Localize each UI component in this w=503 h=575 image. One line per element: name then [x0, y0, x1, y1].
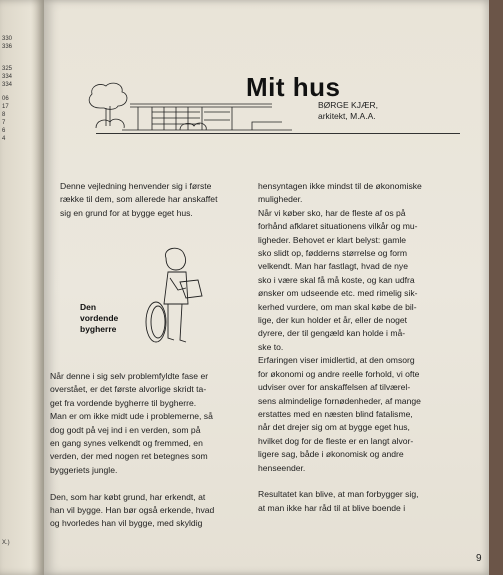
text-line: hensyntagen ikke mindst til de økonomiske [258, 181, 422, 191]
margin-number: X.) [2, 540, 10, 546]
text-line: forhånd afklaret situationens vilkår og mu- [258, 221, 418, 232]
margin-number: 7 [2, 120, 6, 126]
margin-number: 6 [2, 128, 6, 134]
left-page [0, 0, 44, 575]
text-line: Den, som har købt grund, har erkendt, at [50, 491, 206, 502]
text-line: hvilket dog for de fleste er en langt alvor- [258, 435, 414, 446]
margin-number: 17 [2, 104, 9, 110]
author-name: BØRGE KJÆR, [318, 100, 378, 110]
text-line: sig en grund for at bygge eget hus. [60, 207, 193, 218]
text-line: Man er om ikke midt ude i problemerne, så [50, 411, 213, 422]
margin-number: 4 [2, 136, 6, 142]
text-line: sens almindelige fornødenheder, af mange [258, 395, 421, 406]
text-line: ske to. [258, 341, 284, 352]
text-line: henseender. [258, 462, 306, 473]
text-line: Erfaringen viser imidlertid, at den omsorg [258, 355, 415, 366]
text-line: for økonomi og andre reelle forhold, vi ofte [258, 368, 420, 379]
book-edge [489, 0, 503, 575]
text-line: kerhed vurdere, om man skal købe de bil- [258, 301, 417, 312]
margin-number: 330 [2, 36, 13, 42]
margin-number: 336 [2, 44, 13, 50]
text-line: velkendt. Man har fastlagt, hvad de nye [258, 261, 409, 272]
margin-number: 334 [2, 74, 13, 80]
text-line: og hvorledes han vil bygge, med skyldig [50, 518, 203, 529]
article-title: Mit hus [246, 72, 341, 102]
text-line: sko slidt op, fødderns størrelse og form [258, 248, 408, 259]
text-line: Når denne i sig selv problemfyldte fase er [50, 371, 209, 381]
text-line: dyrere, der til gengæld kan holde i må- [258, 328, 406, 339]
text-line: get fra vordende bygherre til bygherre. [50, 397, 197, 408]
text-line: erstattes med en næsten blind fatalisme, [258, 408, 413, 419]
page-number: 9 [476, 553, 482, 564]
text-line: når det drejer sig om at bygge eget hus, [258, 422, 410, 433]
text-line: en gang synes velkendt og fremmed, en [50, 438, 203, 449]
caption-line: bygherre [80, 324, 117, 334]
text-line: at man ikke har råd til at blive boende i [258, 502, 406, 513]
column-left-top [60, 180, 217, 220]
text-line: overstået, er det første alvorlige skridt ta- [50, 384, 207, 395]
text-line: ligheder. Behovet er klart belyst: gamle [258, 234, 407, 245]
text-line: udviser over for anskaffelsen af tilværel- [258, 382, 411, 393]
text-line: ligere sag, både i økonomisk og andre [258, 449, 404, 460]
text-line [258, 475, 422, 488]
text-line: ønsker om udseende etc. med rimelig sik- [258, 288, 418, 299]
author-title: arkitekt, M.A.A. [318, 111, 376, 121]
text-line: sko i være skal få må koste, og kan udfra [258, 274, 415, 285]
margin-number: 8 [2, 112, 6, 118]
author-byline [318, 100, 378, 122]
column-right [258, 180, 422, 515]
text-line [50, 477, 214, 490]
figure-illustration [140, 244, 210, 362]
text-line: Resultatet kan blive, at man forbygger sig, [258, 489, 419, 500]
column-left-bottom [50, 370, 214, 531]
header-rule [96, 133, 460, 134]
text-line: Når vi køber sko, har de fleste af os på [258, 207, 406, 218]
margin-number: 06 [2, 96, 9, 102]
text-line: lige, der kun holder et år, eller de noget [258, 315, 408, 326]
figure-caption [80, 302, 118, 335]
text-line: række til dem, som allerede har anskaffet [60, 194, 218, 205]
text-line: Denne vejledning henvender sig i første [60, 181, 212, 191]
margin-number: 325 [2, 66, 13, 72]
text-line: muligheder. [258, 194, 303, 205]
margin-number: 334 [2, 82, 13, 88]
caption-line: vordende [80, 313, 119, 323]
caption-line: Den [80, 302, 97, 312]
text-line: dog godt på vej ind i en verden, som på [50, 424, 201, 435]
text-line: verden, der med nogen ret betegnes som [50, 451, 208, 462]
text-line: byggeriets jungle. [50, 464, 118, 475]
text-line: han vil bygge. Han bør også erkende, hvad [50, 505, 215, 516]
